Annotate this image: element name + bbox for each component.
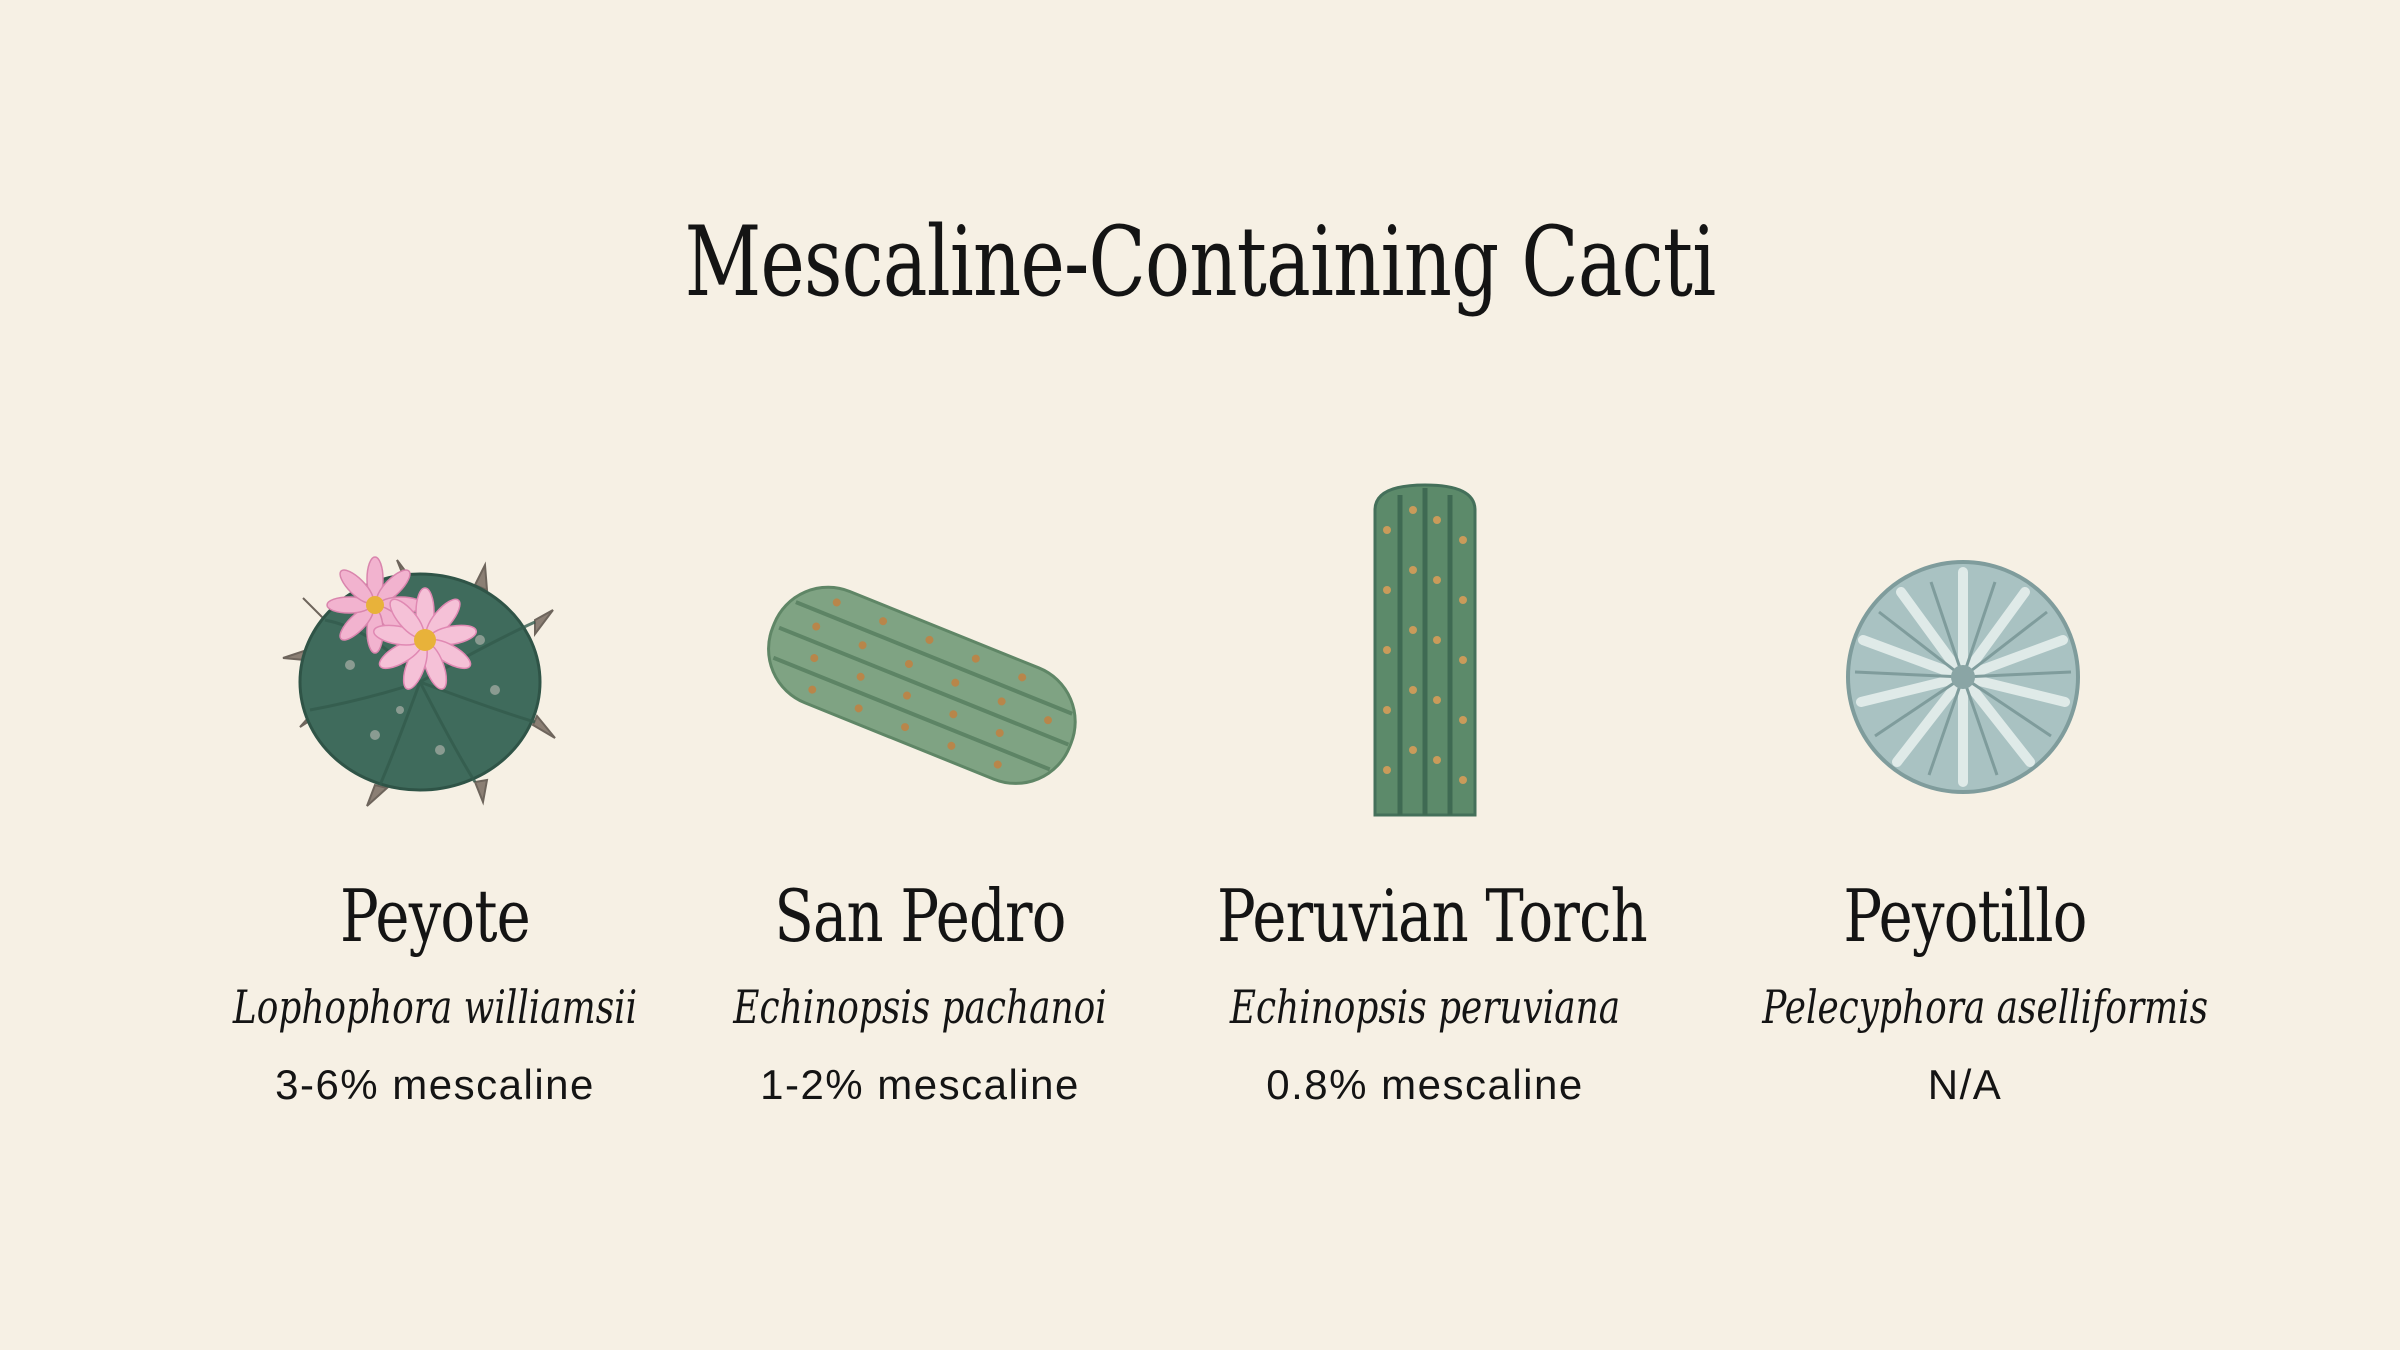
peruvian-torch-cactus-icon <box>1165 450 1685 830</box>
slide-title: Mescaline-Containing Cacti <box>684 206 1716 318</box>
cactus-scientific-name: Pelecyphora aselliformis <box>1762 980 2209 1034</box>
cactus-scientific-name: Lophophora williamsii <box>232 980 638 1034</box>
cactus-mescaline-content: 0.8% mescaline <box>1266 1061 1584 1108</box>
cactus-name: San Pedro <box>774 874 1066 958</box>
cactus-name: Peyote <box>340 874 530 958</box>
cactus-name: Peyotillo <box>1843 874 2087 958</box>
peyote-cactus-icon <box>175 450 695 830</box>
cactus-mescaline-content: 1-2% mescaline <box>760 1061 1080 1108</box>
cactus-scientific-name: Echinopsis pachanoi <box>733 980 1107 1034</box>
cactus-scientific-name: Echinopsis peruviana <box>1229 980 1621 1034</box>
cactus-mescaline-content: N/A <box>1927 1061 2003 1108</box>
peyotillo-cactus-icon <box>1705 450 2225 830</box>
cactus-mescaline-content: 3-6% mescaline <box>275 1061 595 1108</box>
san-pedro-cactus-icon <box>660 450 1180 830</box>
cactus-name: Peruvian Torch <box>1217 874 1647 958</box>
